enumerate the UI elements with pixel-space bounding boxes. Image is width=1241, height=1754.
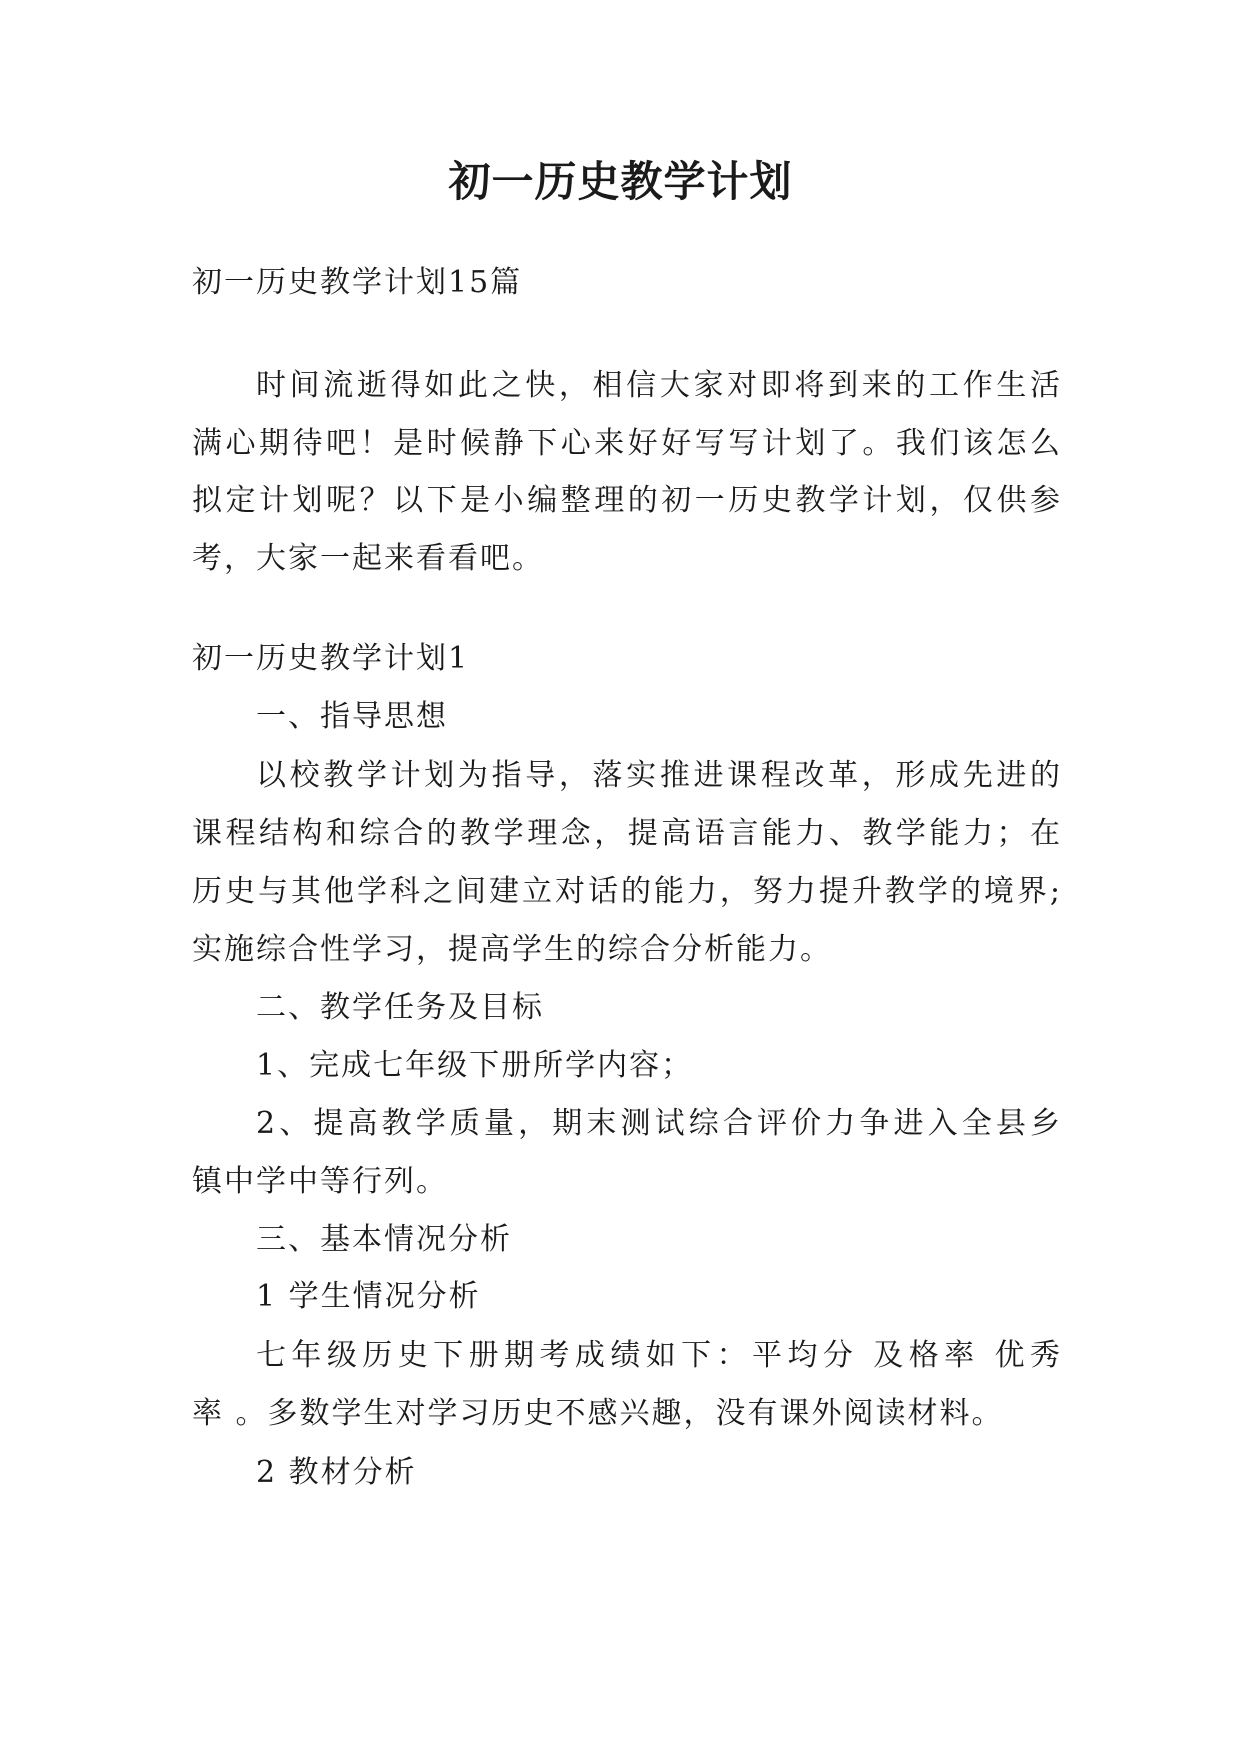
paragraph-line: 课程结构和综合的教学理念，提高语言能力、教学能力；在 — [192, 816, 1062, 851]
subheading-student-analysis: 1 学生情况分析 — [256, 1279, 481, 1314]
list-item: 2、提高教学质量，期末测试综合评价力争进入全县乡 — [256, 1106, 1062, 1141]
heading-situation-analysis: 三、基本情况分析 — [256, 1222, 512, 1257]
list-item: 1、完成七年级下册所学内容； — [256, 1048, 694, 1083]
paragraph-line: 七年级历史下册期考成绩如下：平均分 及格率 优秀 — [256, 1338, 1062, 1373]
document-subtitle: 初一历史教学计划15篇 — [192, 265, 523, 300]
section-heading: 初一历史教学计划1 — [192, 641, 470, 676]
intro-line: 时间流逝得如此之快，相信大家对即将到来的工作生活 — [256, 368, 1062, 403]
heading-tasks-goals: 二、教学任务及目标 — [256, 990, 544, 1025]
paragraph-line: 以校教学计划为指导，落实推进课程改革，形成先进的 — [256, 758, 1062, 793]
paragraph-line: 历史与其他学科之间建立对话的能力，努力提升教学的境界; — [192, 874, 1062, 909]
document-title: 初一历史教学计划 — [448, 157, 793, 206]
intro-line: 考，大家一起来看看吧。 — [192, 541, 544, 576]
heading-guiding-ideology: 一、指导思想 — [256, 699, 448, 734]
subheading-textbook-analysis: 2 教材分析 — [256, 1455, 417, 1490]
intro-line: 满心期待吧！是时候静下心来好好写写计划了。我们该怎么 — [192, 426, 1062, 461]
intro-line: 拟定计划呢？以下是小编整理的初一历史教学计划，仅供参 — [192, 483, 1062, 518]
paragraph-line: 实施综合性学习，提高学生的综合分析能力。 — [192, 932, 832, 967]
paragraph-line: 率 。多数学生对学习历史不感兴趣，没有课外阅读材料。 — [192, 1396, 1004, 1431]
list-item-continuation: 镇中学中等行列。 — [192, 1164, 448, 1199]
